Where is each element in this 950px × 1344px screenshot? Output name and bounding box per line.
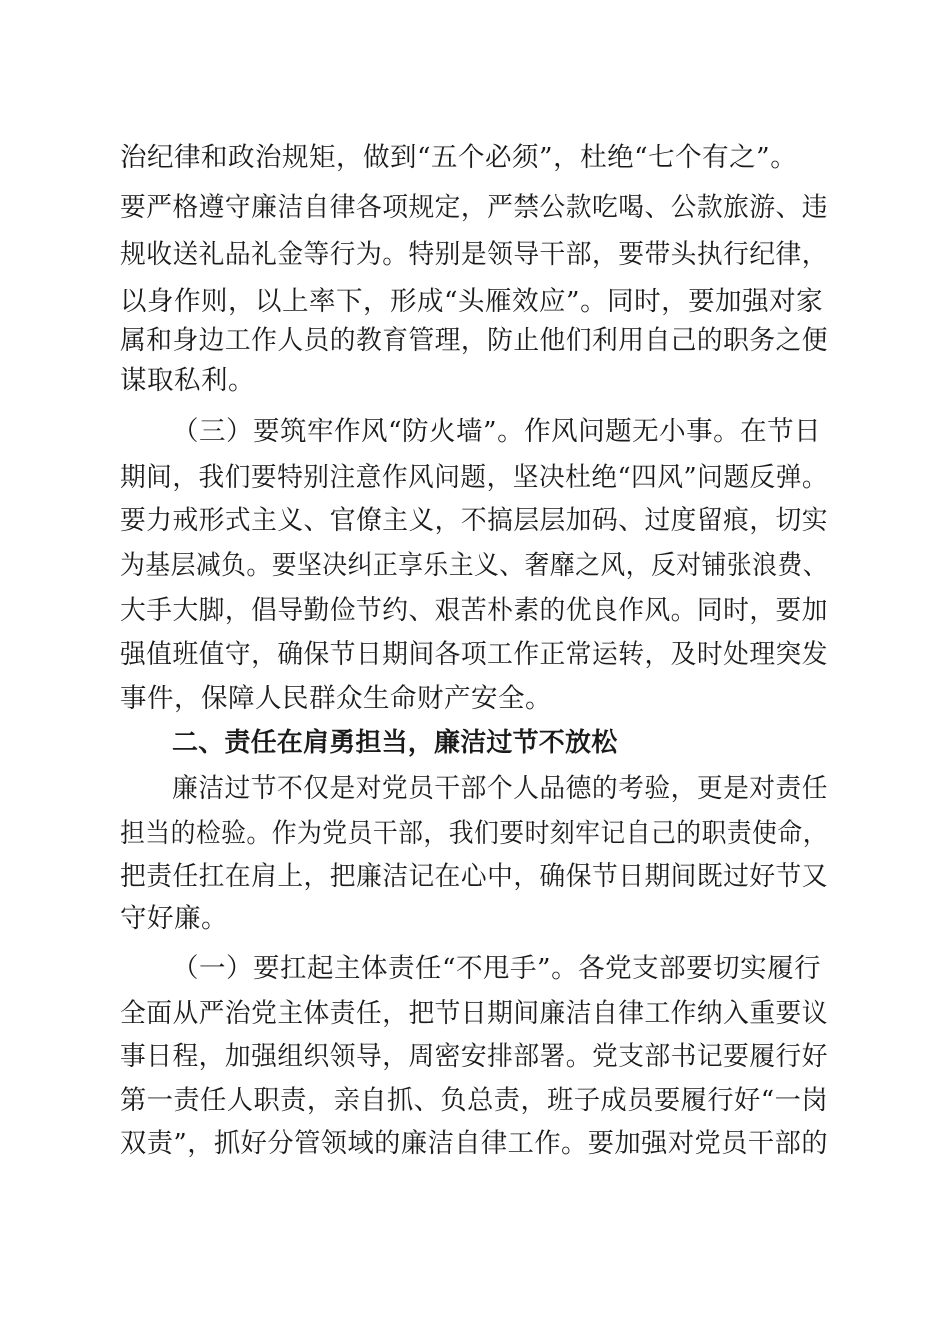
paragraph-line: 双责”，抓好分管领域的廉洁自律工作。要加强对党员干部的 xyxy=(120,1128,829,1159)
paragraph-line: 要力戒形式主义、官僚主义，不搞层层加码、过度留痕，切实 xyxy=(120,505,829,536)
paragraph-line: 担当的检验。作为党员干部，我们要时刻牢记自己的职责使命， xyxy=(120,818,828,849)
paragraph-line: （一）要扛起主体责任“不甩手”。各党支部要切实履行 xyxy=(172,953,822,984)
paragraph-line: 以身作则，以上率下，形成“头雁效应”。同时，要加强对家 xyxy=(120,286,824,317)
paragraph-line: 全面从严治党主体责任，把节日期间廉洁自律工作纳入重要议 xyxy=(120,998,829,1029)
section-heading: 二、责任在肩勇担当，廉洁过节不放松 xyxy=(172,728,618,758)
paragraph-line: 把责任扛在肩上，把廉洁记在心中，确保节日期间既过好节又 xyxy=(120,861,829,892)
paragraph-line: 强值班值守，确保节日期间各项工作正常运转，及时处理突发 xyxy=(120,639,829,670)
paragraph-line: 要严格遵守廉洁自律各项规定，严禁公款吃喝、公款旅游、违 xyxy=(120,192,829,223)
paragraph-line: 大手大脚，倡导勤俭节约、艰苦朴素的优良作风。同时，要加 xyxy=(120,595,829,626)
paragraph-line: 守好廉。 xyxy=(120,903,228,934)
paragraph-line: 廉洁过节不仅是对党员干部个人品德的考验，更是对责任 xyxy=(172,773,829,804)
paragraph-line: 事日程，加强组织领导，周密安排部署。党支部书记要履行好 xyxy=(120,1041,829,1072)
paragraph-line: 属和身边工作人员的教育管理，防止他们利用自己的职务之便 xyxy=(120,325,829,356)
paragraph-line: 期间，我们要特别注意作风问题，坚决杜绝“四风”问题反弹。 xyxy=(120,462,829,493)
paragraph-line: 规收送礼品礼金等行为。特别是领导干部，要带头执行纪律， xyxy=(120,239,829,270)
paragraph-line: 为基层减负。要坚决纠正享乐主义、奢靡之风，反对铺张浪费、 xyxy=(120,550,828,581)
paragraph-line: 事件，保障人民群众生命财产安全。 xyxy=(120,683,552,714)
paragraph-line: 第一责任人职责，亲自抓、负总责，班子成员要履行好“一岗 xyxy=(120,1085,829,1116)
paragraph-line: 治纪律和政治规矩，做到“五个必须”，杜绝“七个有之”。 xyxy=(120,142,798,173)
paragraph-line: （三）要筑牢作风“防火墙”。作风问题无小事。在节日 xyxy=(172,416,822,447)
paragraph-line: 谋取私利。 xyxy=(120,365,255,396)
